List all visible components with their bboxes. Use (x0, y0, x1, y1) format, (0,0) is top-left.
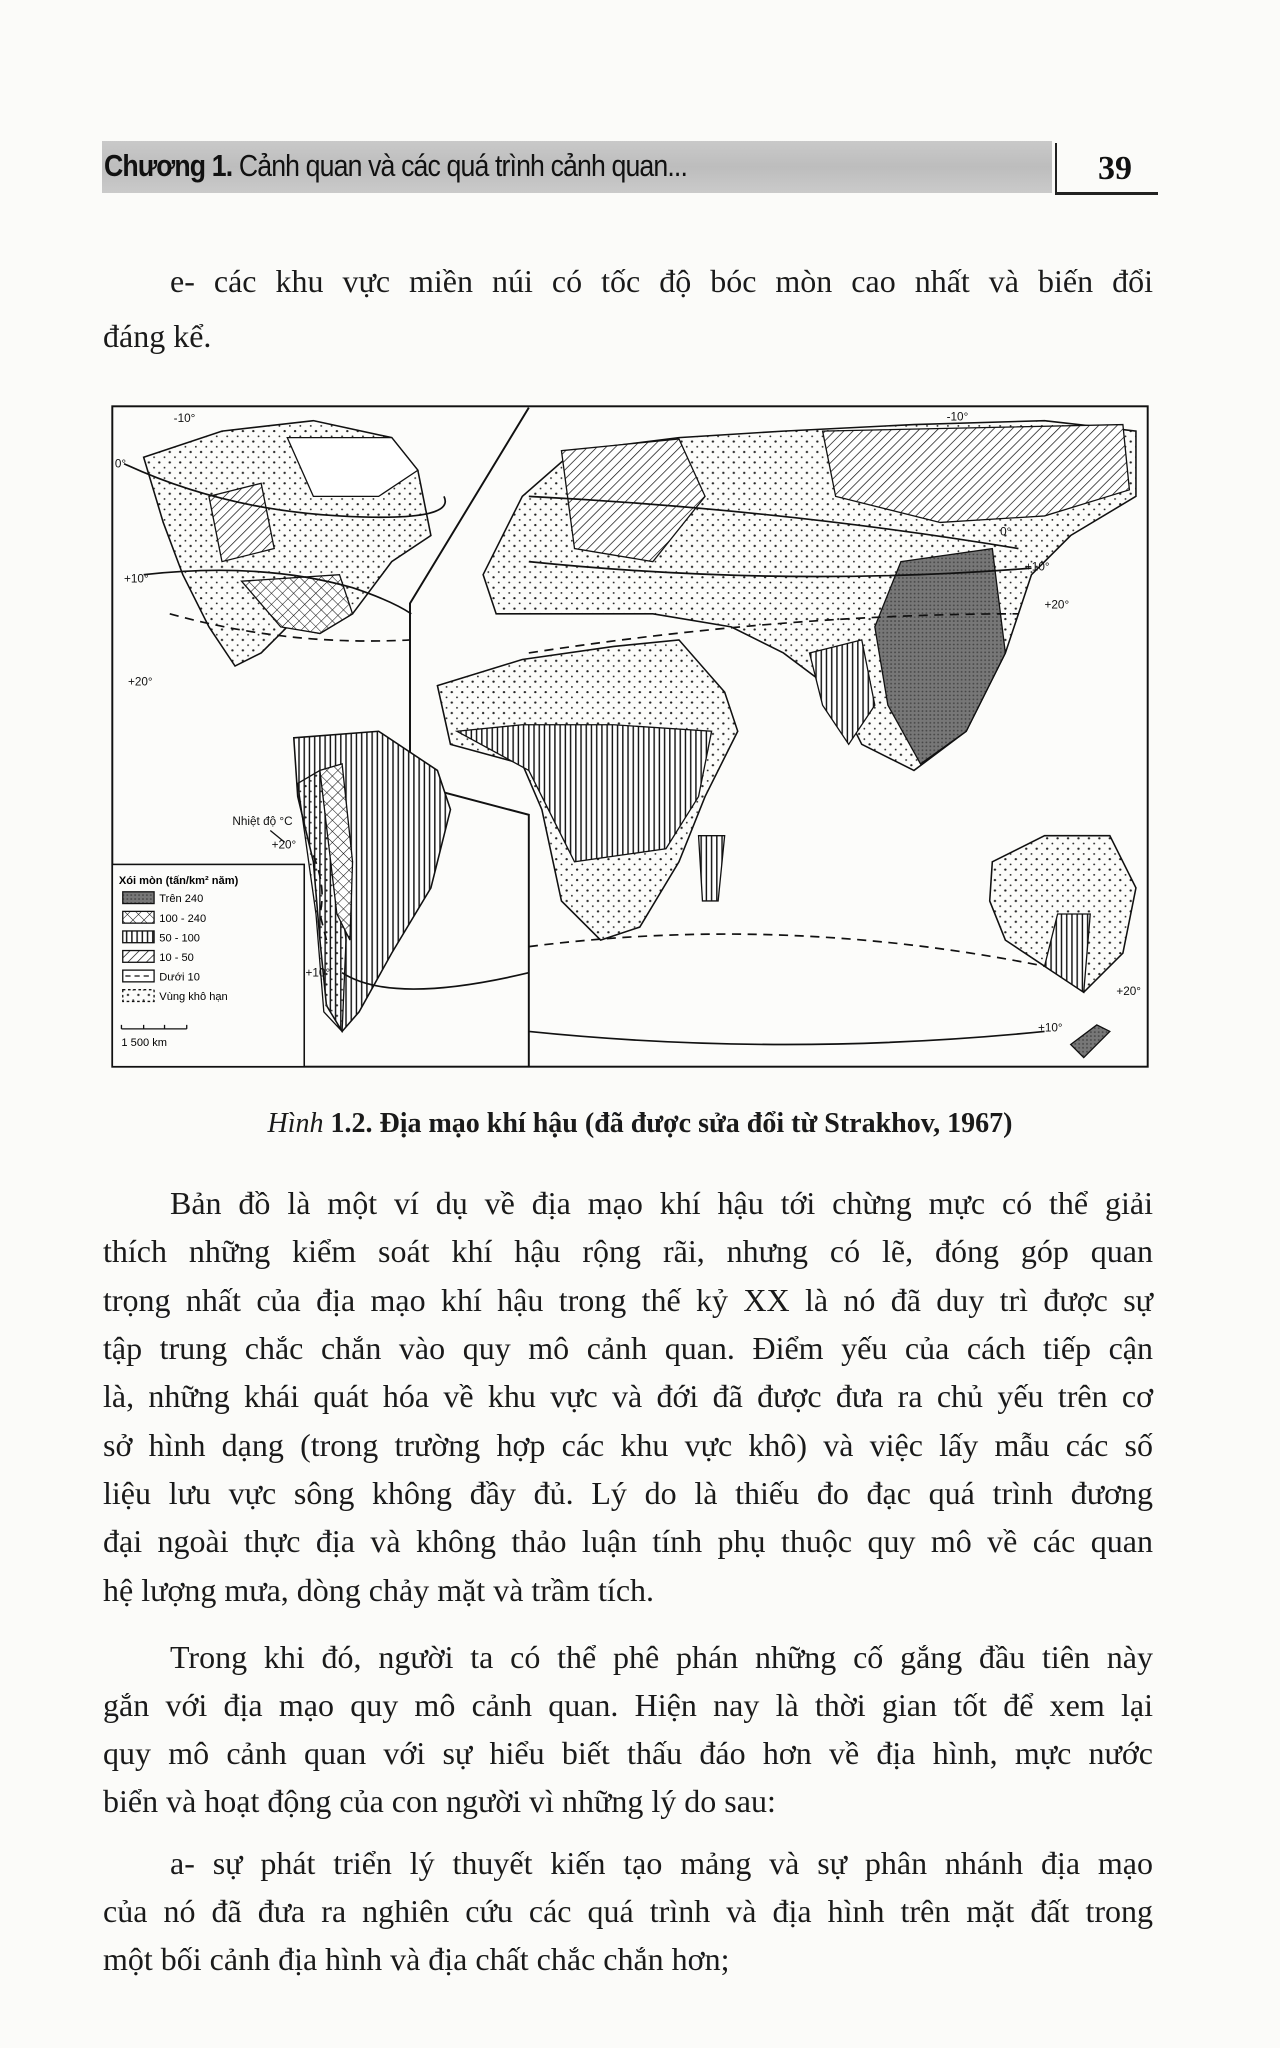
legend-label: 50 - 100 (159, 932, 200, 945)
isotherm-label: +20° (1044, 598, 1070, 612)
isotherm-label: +20° (127, 675, 153, 689)
isotherm-label: +10° (305, 966, 331, 980)
text-line: là, những khái quát hóa về khu vực và đới đã được đưa ra chủ yếu trên cơ (103, 1378, 1153, 1414)
legend-label: Vùng khô hạn (159, 991, 228, 1004)
running-header (104, 148, 687, 184)
page-number: 39 (1098, 150, 1132, 187)
figure-caption (0, 1108, 1280, 1140)
legend-swatch-diagonal (123, 951, 154, 963)
map-legend (112, 864, 304, 1066)
header-rule (1055, 143, 1057, 193)
text-line: đại ngoài thực địa và không thảo luận tính phụ thuộc quy mô về các quan (103, 1523, 1153, 1559)
text-line: a- sự phát triển lý thuyết kiến tạo mảng và sự phân nhánh địa mạo (170, 1845, 1153, 1881)
text-line: thích những kiểm soát khí hậu rộng rãi, nhưng có lẽ, đóng góp quan (103, 1233, 1153, 1269)
text-line: đáng kể. (103, 318, 212, 354)
legend-swatch-crosshatch (123, 911, 154, 923)
scale-label: 1 500 km (121, 1036, 168, 1049)
text-line: e- các khu vực miền núi có tốc độ bóc mòn cao nhất và biến đổi (170, 263, 1153, 299)
isotherm-label: +10° (1038, 1021, 1063, 1035)
chapter-title: Cảnh quan và các quá trình cảnh quan... (238, 148, 687, 183)
text-line: gắn với địa mạo quy mô cảnh quan. Hiện nay là thời gian tốt để xem lại (103, 1687, 1153, 1723)
caption-text: Địa mạo khí hậu (đã được sửa đổi từ Strakhov, 1967) (379, 1108, 1013, 1139)
text-line: quy mô cảnh quan với sự hiểu biết thấu đáo hơn về địa hình, mực nước (103, 1735, 1153, 1771)
text-line: trọng nhất của địa mạo khí hậu trong thế kỷ XX là nó đã duy trì được sự (103, 1282, 1153, 1318)
isotherm-label: -10° (173, 411, 196, 425)
isotherm-label: -10° (946, 410, 969, 424)
text-line: sở hình dạng (trong trường hợp các khu vực khô) và việc lấy mẫu các số (103, 1427, 1153, 1463)
text-line: Bản đồ là một ví dụ về địa mạo khí hậu tới chừng mực có thể giải (170, 1185, 1153, 1221)
text-line: liệu lưu vực sông không đầy đủ. Lý do là thiếu đo đạc quá trình đương (103, 1475, 1153, 1511)
legend-swatch-vertical (123, 931, 154, 943)
isotherm-label: +20° (271, 838, 297, 852)
legend-swatch-dense (123, 892, 154, 904)
text-line: biển và hoạt động của con người vì những lý do sau: (103, 1783, 776, 1819)
header-rule (1055, 192, 1158, 195)
text-line: hệ lượng mưa, dòng chảy mặt và trầm tích. (103, 1572, 655, 1608)
isotherm-label: +20° (1116, 984, 1141, 998)
text-line: một bối cảnh địa hình và địa chất chắc chắn hơn; (103, 1941, 730, 1977)
text-line: tập trung chắc chắn vào quy mô cảnh quan. Điểm yếu của cách tiếp cận (103, 1330, 1153, 1366)
world-map-figure (111, 405, 1149, 1068)
temperature-label: Nhiệt độ °C (232, 815, 293, 829)
legend-label: 10 - 50 (159, 951, 194, 964)
isotherm-label: +10° (124, 572, 149, 586)
caption-prefix: Hình (267, 1108, 324, 1139)
text-line: của nó đã đưa ra nghiên cứu các quá trình và địa hình trên mặt đất trong (103, 1893, 1153, 1929)
legend-title: Xói mòn (tấn/km² năm) (118, 874, 239, 887)
legend-swatch-dots (123, 990, 154, 1002)
legend-label: Dưới 10 (159, 971, 200, 984)
legend-label: 100 - 240 (159, 912, 207, 925)
legend-label: Trên 240 (159, 893, 204, 906)
text-line: Trong khi đó, người ta có thể phê phán những cố gắng đầu tiên này (170, 1639, 1153, 1675)
isotherm-label: 0° (114, 457, 127, 471)
isotherm-label: 0° (1000, 525, 1012, 539)
isotherm-label: +10° (1024, 560, 1050, 574)
caption-number: 1.2. (330, 1108, 373, 1139)
chapter-label: Chương 1. (104, 148, 233, 183)
